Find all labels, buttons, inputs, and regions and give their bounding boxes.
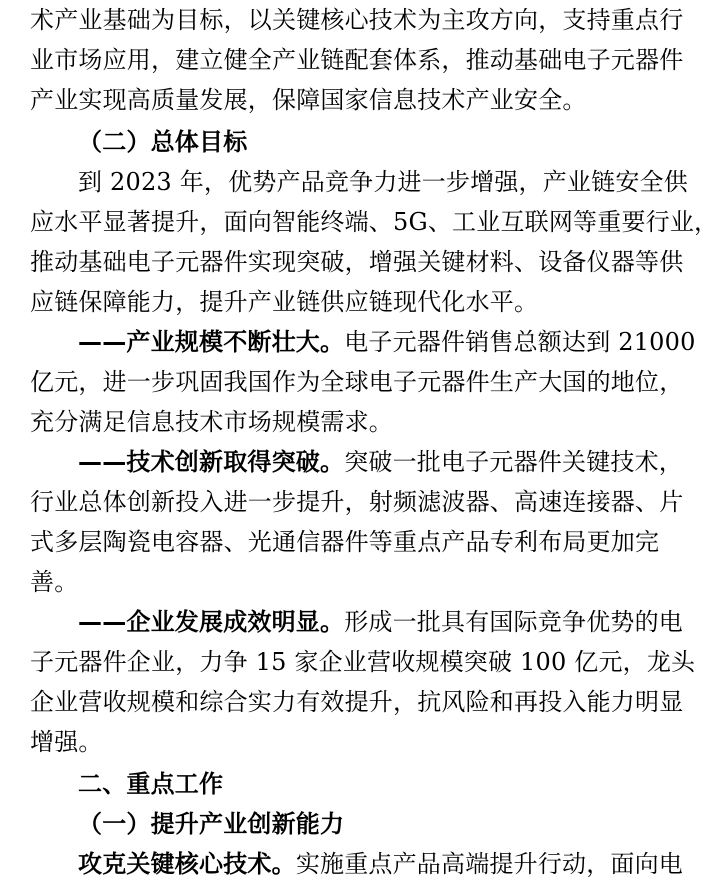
goal-text-industry-scale: 电子元器件销售总额达到 21000 [344, 328, 696, 356]
body-line-14: 式多层陶瓷电容器、光通信器件等重点产品专利布局更加完 [30, 528, 660, 556]
body-line-3: 产业实现高质量发展，保障国家信息技术产业安全。 [30, 86, 587, 114]
goal-title-technology-innovation: ——技术创新取得突破。 [78, 448, 345, 476]
goal-text-enterprise-development: 形成一批具有国际竞争优势的电 [344, 608, 684, 636]
paragraph-title-key-core-technologies: 攻克关键核心技术。 [78, 850, 296, 878]
paragraph-key-core-technologies [78, 844, 728, 884]
body-line-1: 术产业基础为目标，以关键核心技术为主攻方向，支持重点行 [30, 6, 684, 34]
goal-text-technology-innovation: 突破一批电子元器件关键技术， [344, 448, 684, 476]
goal-item-technology-innovation [78, 442, 728, 482]
goal-title-industry-scale: ——产业规模不断壮大。 [78, 328, 345, 356]
section-heading-overall-goals: （二）总体目标 [78, 128, 248, 156]
body-line-6: 应水平显著提升，面向智能终端、5G、工业互联网等重要行业， [30, 208, 719, 236]
body-line-11: 充分满足信息技术市场规模需求。 [30, 408, 393, 436]
section-heading-key-work: 二、重点工作 [78, 770, 224, 798]
body-line-19: 增强。 [30, 728, 103, 756]
body-line-17: 子元器件企业，力争 15 家企业营收规模突破 100 亿元，龙头 [30, 648, 696, 676]
body-line-10: 亿元，进一步巩固我国作为全球电子元器件生产大国的地位， [30, 368, 684, 396]
goal-title-enterprise-development: ——企业发展成效明显。 [78, 608, 345, 636]
body-line-8: 应链保障能力，提升产业链供应链现代化水平。 [30, 288, 539, 316]
body-line-15: 善。 [30, 568, 79, 596]
body-line-2: 业市场应用，建立健全产业链配套体系，推动基础电子元器件 [30, 46, 684, 74]
goal-item-enterprise-development [78, 602, 728, 642]
subsection-heading-innovation-capability: （一）提升产业创新能力 [78, 810, 345, 838]
body-line-18: 企业营收规模和综合实力有效提升，抗风险和再投入能力明显 [30, 688, 684, 716]
body-line-7: 推动基础电子元器件实现突破，增强关键材料、设备仪器等供 [30, 248, 684, 276]
paragraph-text-key-core-technologies: 实施重点产品高端提升行动，面向电 [295, 850, 684, 878]
body-line-5: 到 2023 年，优势产品竞争力进一步增强，产业链安全供 [78, 168, 688, 196]
body-line-13: 行业总体创新投入进一步提升，射频滤波器、高速连接器、片 [30, 488, 684, 516]
goal-item-industry-scale [78, 322, 728, 362]
